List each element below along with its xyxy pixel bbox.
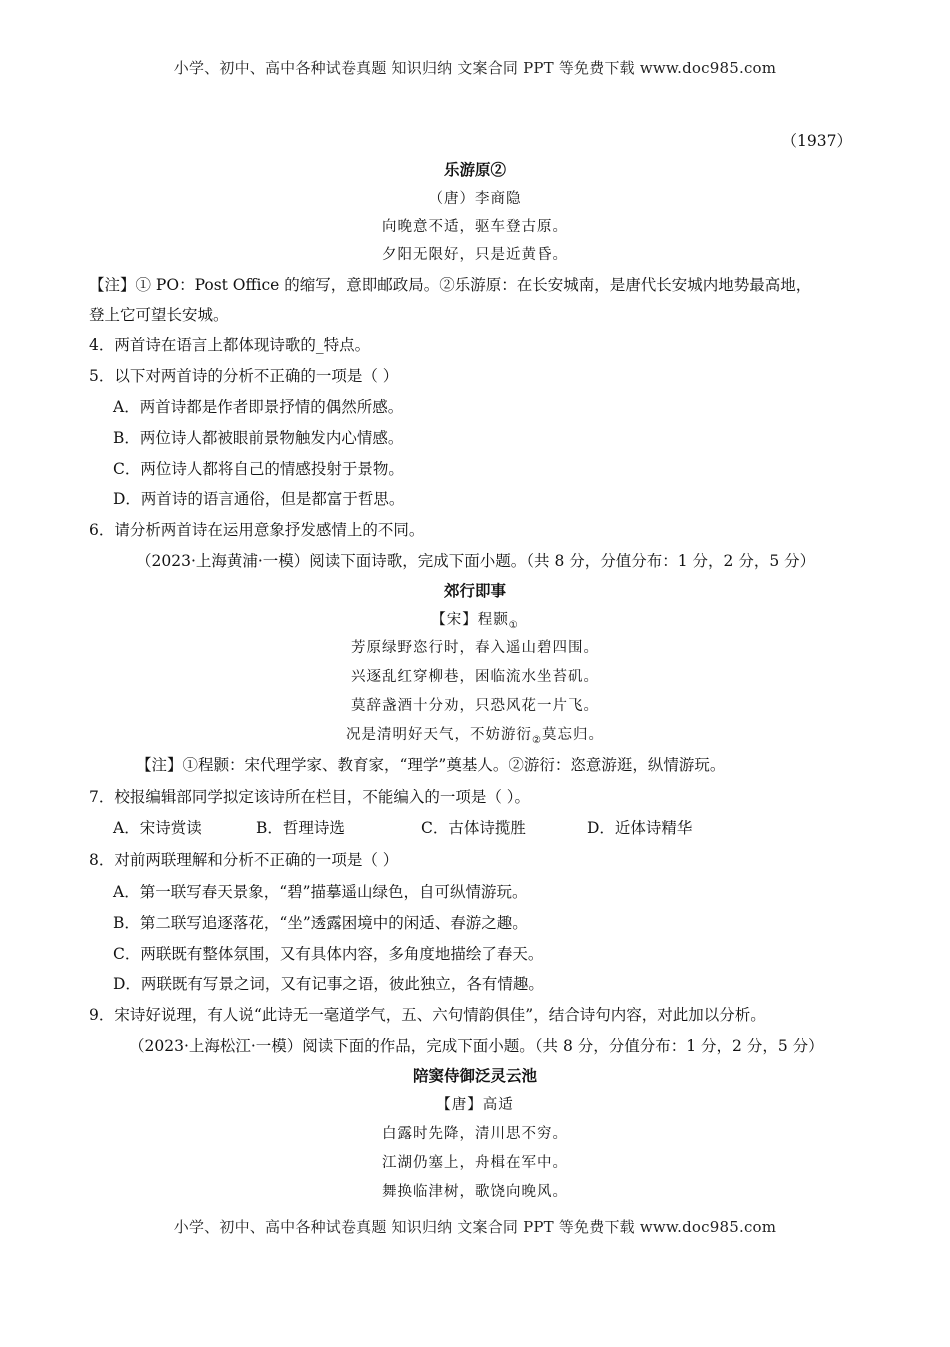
question-8-option-d: D．两联既有写景之词，又有记事之语，彼此独立，各有情趣。 (113, 975, 544, 993)
poem2-title: 郊行即事 (443, 581, 506, 600)
poem3-title: 陪窦侍御泛灵云池 (412, 1066, 537, 1085)
page-header: 小学、初中、高中各种试卷真题 知识归纳 文案合同 PPT 等免费下载 www.doc985.com (173, 59, 777, 77)
question-4: 4．两首诗在语言上都体现诗歌的_特点。 (89, 336, 371, 354)
poem2-line: 况是清明好天气，不妨游衍$_②$莫忘归。 (346, 727, 604, 746)
poem3-line: 江湖仍塞上，舟楫在军中。 (382, 1155, 568, 1171)
question-7-stem: 7．校报编辑部同学拟定该诗所在栏目，不能编入的一项是（ ）。 (89, 788, 531, 806)
question-7-option-a: A．宋诗赏读 (113, 819, 202, 837)
poem1-line: 夕阳无限好，只是近黄昏。 (382, 247, 568, 263)
question-5-option-d: D．两首诗的语言通俗，但是都富于哲思。 (113, 490, 405, 508)
poem2-line: 莫辞盏酒十分劝，只恐风花一片飞。 (351, 698, 599, 714)
section3-intro: （2023·上海松江·一模）阅读下面的作品，完成下面小题。（共 8 分，分值分布：1 分，2 分，5 分） (129, 1037, 824, 1055)
year-tag: （1937） (781, 132, 852, 150)
question-8-option-c: C．两联既有整体氛围，又有具体内容，多角度地描绘了春天。 (113, 945, 544, 963)
question-7-option-c: C．古体诗揽胜 (421, 819, 526, 837)
poem2-line: 兴逐乱红穿柳巷，困临流水坐苔矶。 (351, 669, 599, 685)
poem3-line: 白露时先降，清川思不穷。 (382, 1126, 568, 1142)
question-7-option-b: B．哲理诗选 (256, 819, 345, 837)
poem1-author: （唐）李商隐 (428, 191, 522, 207)
poem1-line: 向晚意不适，驱车登古原。 (382, 219, 568, 235)
section2-intro: （2023·上海黄浦·一模）阅读下面诗歌，完成下面小题。（共 8 分，分值分布：1 分，2 分，5 分） (136, 552, 816, 570)
note1-line2: 登上它可望长安城。 (89, 306, 229, 324)
poem2-author: 【宋】程颢$_①$ (431, 612, 519, 631)
poem1-title: 乐游原② (443, 160, 506, 179)
question-7-option-d: D．近体诗精华 (587, 819, 693, 837)
poem3-author: 【唐】高适 (436, 1097, 514, 1113)
question-5-option-b: B．两位诗人都被眼前景物触发内心情感。 (113, 429, 404, 447)
note1-line1: 【注】① PO：Post Office 的缩写，意即邮政局。②乐游原：在长安城南，是唐代长安城内地势最高地， (89, 276, 812, 294)
question-8-stem: 8．对前两联理解和分析不正确的一项是（ ） (89, 851, 399, 869)
question-5-option-a: A．两首诗都是作者即景抒情的偶然所感。 (113, 398, 404, 416)
question-5-option-c: C．两位诗人都将自己的情感投射于景物。 (113, 460, 404, 478)
question-8-option-a: A．第一联写春天景象，“碧”描摹遥山绿色，自可纵情游玩。 (113, 883, 528, 901)
note2: 【注】①程颢：宋代理学家、教育家，“理学”奠基人。②游衍：恣意游逛，纵情游玩。 (136, 756, 726, 774)
question-8-option-b: B．第二联写追逐落花，“坐”透露困境中的闲适、春游之趣。 (113, 914, 528, 932)
question-9: 9．宋诗好说理，有人说“此诗无一毫道学气，五、六句情韵俱佳”，结合诗句内容，对此加以分析。 (89, 1006, 766, 1024)
poem2-line: 芳原绿野恣行时，春入遥山碧四围。 (351, 640, 599, 656)
question-6: 6．请分析两首诗在运用意象抒发感情上的不同。 (89, 521, 425, 539)
page-footer: 小学、初中、高中各种试卷真题 知识归纳 文案合同 PPT 等免费下载 www.doc985.com (173, 1218, 777, 1236)
poem3-line: 舞换临津树，歌饶向晚风。 (382, 1184, 568, 1200)
question-5-stem: 5．以下对两首诗的分析不正确的一项是（ ） (89, 367, 399, 385)
